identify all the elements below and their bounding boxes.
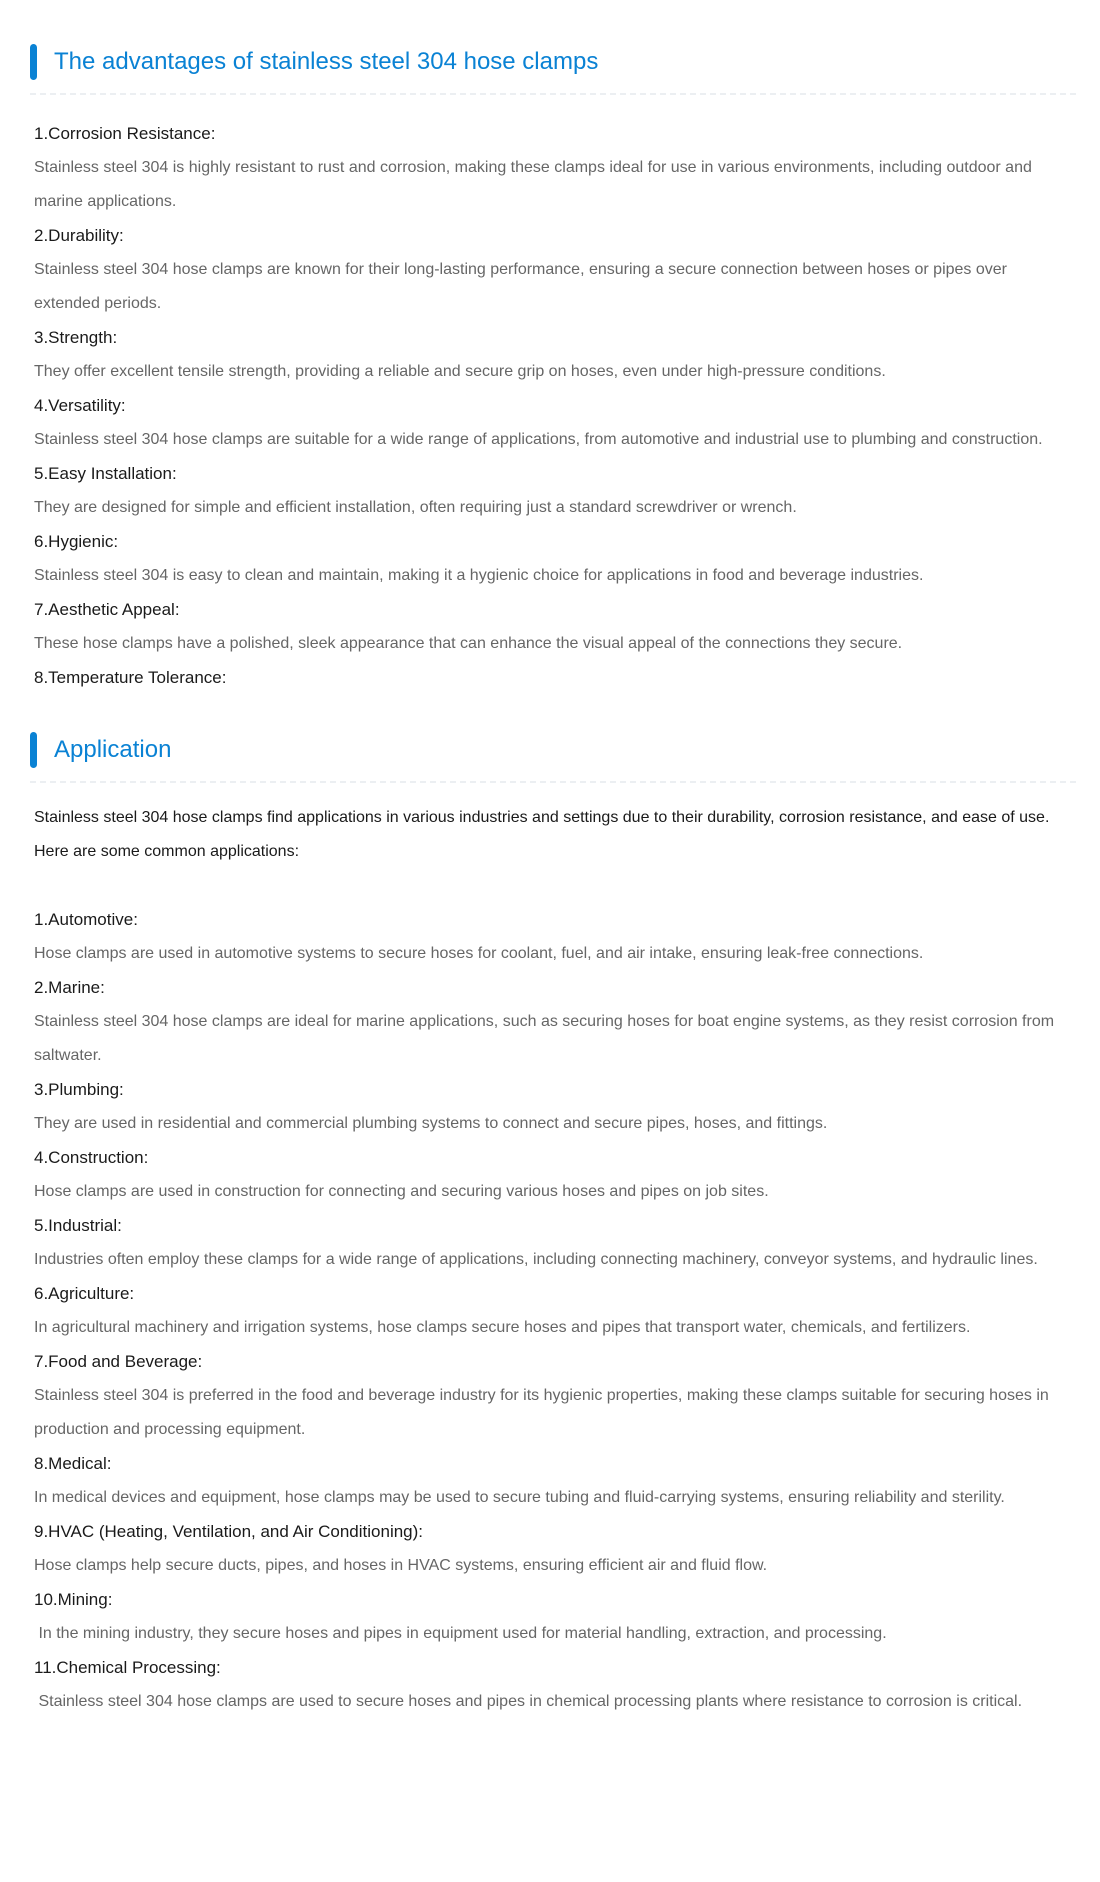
application-item-title: 1.Automotive: bbox=[34, 910, 138, 929]
advantage-item-title: 2.Durability: bbox=[34, 226, 124, 245]
application-section bbox=[30, 732, 1076, 1710]
application-item-desc: Stainless steel 304 is preferred in the food and beverage industry for its hygienic properties, making these clamps suitable for securing hoses in production and processing equipment. bbox=[34, 1387, 1049, 1438]
application-item-desc: In agricultural machinery and irrigation systems, hose clamps secure hoses and pipes that transport water, chemicals, and fertilizers. bbox=[34, 1319, 971, 1336]
advantage-item-desc: Stainless steel 304 hose clamps are suitable for a wide range of applications, from automotive and industrial use to plumbing and construction. bbox=[34, 431, 1043, 448]
application-item-desc: Hose clamps are used in construction for connecting and securing various hoses and pipes on job sites. bbox=[34, 1183, 769, 1200]
application-item-desc: Stainless steel 304 hose clamps are ideal for marine applications, such as securing hoses for boat engine systems, as they resist corrosion from saltwater. bbox=[34, 1013, 1055, 1064]
application-item-desc: Hose clamps are used in automotive systems to secure hoses for coolant, fuel, and air intake, ensuring leak-free connections. bbox=[34, 945, 924, 962]
advantage-item-title: 8.Temperature Tolerance: bbox=[34, 668, 227, 687]
application-item-title: 6.Agriculture: bbox=[34, 1284, 135, 1303]
application-item-title: 2.Marine: bbox=[34, 978, 105, 997]
advantage-item-desc: They are designed for simple and efficient installation, often requiring just a standard screwdriver or wrench. bbox=[34, 499, 797, 516]
advantage-item-title: 1.Corrosion Resistance: bbox=[34, 124, 216, 143]
advantages-header bbox=[30, 44, 1076, 80]
application-item-title: 10.Mining: bbox=[34, 1590, 113, 1609]
section-accent-bar bbox=[30, 44, 37, 80]
advantages-title: The advantages of stainless steel 304 hose clamps bbox=[54, 48, 599, 75]
section-divider bbox=[30, 781, 1076, 783]
application-item-title: 11.Chemical Processing: bbox=[34, 1658, 221, 1677]
section-accent-bar bbox=[30, 732, 37, 768]
application-item-desc: Stainless steel 304 hose clamps are used to secure hoses and pipes in chemical processing plants where resistance to corrosion is critical. bbox=[34, 1693, 1023, 1710]
advantage-item-title: 6.Hygienic: bbox=[34, 532, 119, 551]
advantage-item-title: 5.Easy Installation: bbox=[34, 464, 177, 483]
advantage-item-desc: They offer excellent tensile strength, providing a reliable and secure grip on hoses, even under high-pressure conditions. bbox=[34, 363, 886, 380]
application-item-title: 7.Food and Beverage: bbox=[34, 1352, 203, 1371]
application-item-title: 9.HVAC (Heating, Ventilation, and Air Conditioning): bbox=[34, 1522, 424, 1541]
application-item-desc: They are used in residential and commercial plumbing systems to connect and secure pipes, hoses, and fittings. bbox=[34, 1115, 828, 1132]
application-header bbox=[30, 732, 1076, 768]
application-intro: Stainless steel 304 hose clamps find applications in various industries and settings due to their durability, corrosion resistance, and ease of use. Here are some common applications: bbox=[34, 809, 1050, 860]
advantages-section bbox=[30, 44, 1076, 687]
application-item-desc: In medical devices and equipment, hose clamps may be used to secure tubing and fluid-carrying systems, ensuring reliability and sterility. bbox=[34, 1489, 1005, 1506]
advantage-item-title: 3.Strength: bbox=[34, 328, 118, 347]
application-title: Application bbox=[54, 736, 172, 763]
advantage-item-desc: Stainless steel 304 is easy to clean and maintain, making it a hygienic choice for applications in food and beverage industries. bbox=[34, 567, 924, 584]
advantage-item-desc: Stainless steel 304 is highly resistant to rust and corrosion, making these clamps ideal for use in various environments, including outdoor and marine applications. bbox=[34, 159, 1032, 210]
application-item-title: 4.Construction: bbox=[34, 1148, 149, 1167]
application-item-title: 5.Industrial: bbox=[34, 1216, 122, 1235]
advantage-item-desc: Stainless steel 304 hose clamps are known for their long-lasting performance, ensuring a secure connection between hoses or pipes over extended periods. bbox=[34, 261, 1007, 312]
section-divider bbox=[30, 93, 1076, 95]
advantage-item-title: 4.Versatility: bbox=[34, 396, 126, 415]
advantage-item-title: 7.Aesthetic Appeal: bbox=[34, 600, 180, 619]
application-item-title: 8.Medical: bbox=[34, 1454, 112, 1473]
application-item-title: 3.Plumbing: bbox=[34, 1080, 124, 1099]
advantage-item-desc: These hose clamps have a polished, sleek appearance that can enhance the visual appeal of the connections they secure. bbox=[34, 635, 903, 652]
application-item-desc: In the mining industry, they secure hoses and pipes in equipment used for material handling, extraction, and processing. bbox=[34, 1625, 887, 1642]
application-item-desc: Hose clamps help secure ducts, pipes, and hoses in HVAC systems, ensuring efficient air and fluid flow. bbox=[34, 1557, 768, 1574]
application-item-desc: Industries often employ these clamps for a wide range of applications, including connecting machinery, conveyor systems, and hydraulic lines. bbox=[34, 1251, 1038, 1268]
